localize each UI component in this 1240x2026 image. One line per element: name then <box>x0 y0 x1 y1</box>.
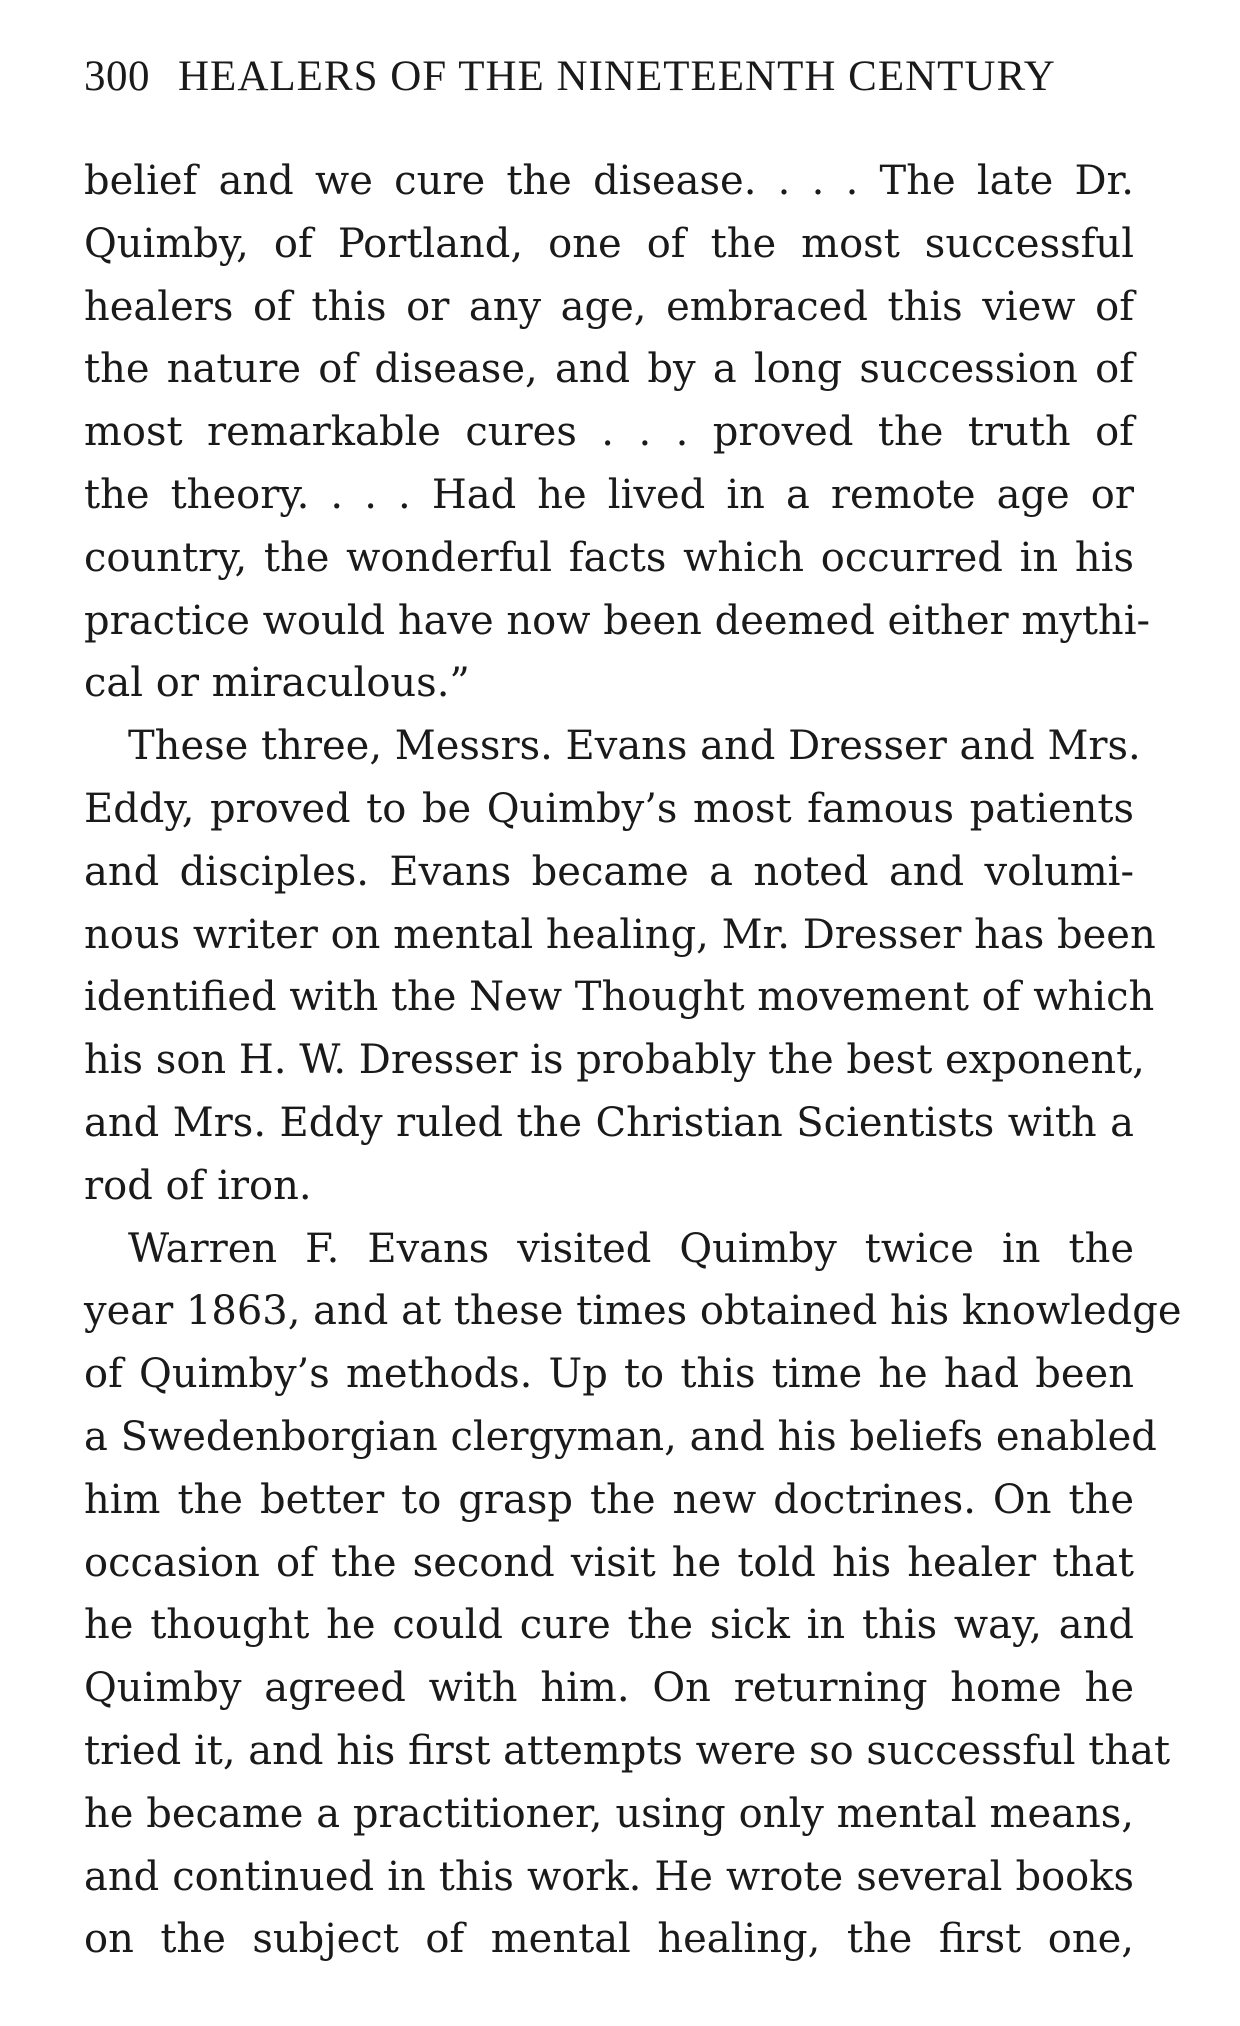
running-title: HEALERS OF THE NINETEENTH CENTURY <box>178 53 1056 100</box>
text-line: most remarkable cures . . . proved the truth of <box>84 409 1134 456</box>
text-line: and continued in this work. He wrote several books <box>84 1853 1134 1900</box>
text-line: rod of iron. <box>84 1162 312 1209</box>
text-line: nous writer on mental healing, Mr. Dresser has been <box>84 911 1156 958</box>
page-number: 300 <box>84 53 150 100</box>
paragraph-3 <box>84 1218 1182 1972</box>
book-page <box>84 52 1182 1971</box>
text-line: and Mrs. Eddy ruled the Christian Scientists with a <box>84 1099 1134 1146</box>
text-line: occasion of the second visit he told his healer that <box>84 1539 1134 1586</box>
body-text <box>84 150 1182 1971</box>
text-line: identified with the New Thought movement of which <box>84 974 1155 1021</box>
text-line: his son H. W. Dresser is probably the best exponent, <box>84 1037 1145 1084</box>
text-line: cal or miraculous.” <box>84 660 470 707</box>
text-line: and disciples. Evans became a noted and volumi- <box>84 848 1134 895</box>
text-line: Eddy, proved to be Quimby’s most famous patients <box>84 785 1134 832</box>
text-line: tried it, and his first attempts were so successful that <box>84 1727 1171 1774</box>
text-line: belief and we cure the disease. . . . The late Dr. <box>84 158 1134 204</box>
paragraph-1 <box>84 150 1150 715</box>
text-line: Quimby, of Portland, one of the most successful <box>84 220 1134 267</box>
text-line: him the better to grasp the new doctrines. On the <box>84 1476 1134 1523</box>
text-line: he became a practitioner, using only mental means, <box>84 1790 1134 1837</box>
text-line: country, the wonderful facts which occurred in his <box>84 534 1134 581</box>
text-line: he thought he could cure the sick in this way, and <box>84 1602 1134 1649</box>
text-line: Warren F. Evans visited Quimby twice in the <box>128 1225 1134 1272</box>
text-line: on the subject of mental healing, the first one, <box>84 1916 1134 1963</box>
text-line: Quimby agreed with him. On returning home he <box>84 1665 1134 1712</box>
text-line: year 1863, and at these times obtained his knowledge <box>84 1288 1182 1335</box>
text-line: of Quimby’s methods. Up to this time he had been <box>84 1351 1134 1398</box>
paragraph-2 <box>84 715 1156 1217</box>
text-line: healers of this or any age, embraced this view of <box>84 283 1134 330</box>
text-line: the nature of disease, and by a long succession of <box>84 346 1134 393</box>
running-head <box>84 52 1134 112</box>
text-line: a Swedenborgian clergyman, and his beliefs enabled <box>84 1413 1157 1460</box>
text-line: the theory. . . . Had he lived in a remote age or <box>84 471 1134 518</box>
text-line: These three, Messrs. Evans and Dresser and Mrs. <box>128 723 1141 770</box>
text-line: practice would have now been deemed either mythi- <box>84 597 1150 644</box>
